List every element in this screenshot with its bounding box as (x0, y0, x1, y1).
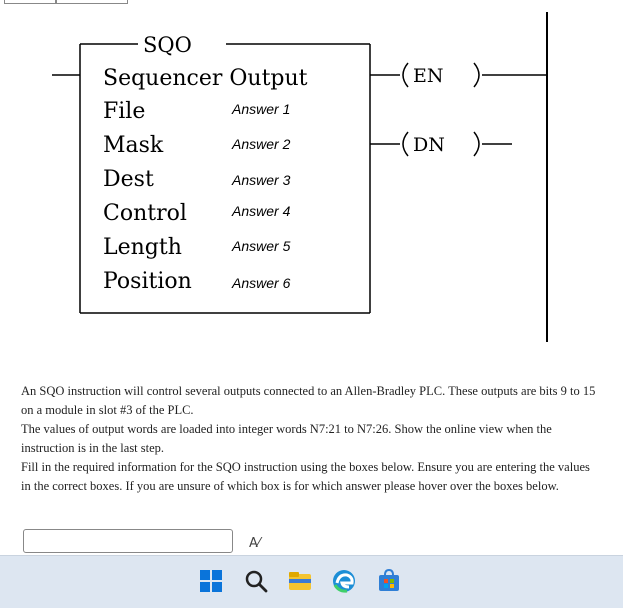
row-label-position: Position (103, 269, 192, 294)
question-text (21, 382, 601, 496)
en-coil-right (474, 63, 479, 87)
search-icon[interactable] (243, 568, 269, 594)
en-coil-left (403, 63, 408, 87)
question-paragraph: Fill in the required information for the SQO instruction using the boxes below. Ensure you are entering the values in the correct boxes. If you are unsure of which box is for which answer please hover over the boxes below. (21, 460, 590, 493)
answer-input[interactable] (23, 529, 233, 553)
dn-label: DN (413, 134, 445, 156)
spellcheck-icon[interactable]: A⁄ (249, 536, 261, 551)
row-answer-6: Answer 6 (232, 275, 291, 291)
row-label-length: Length (103, 235, 182, 260)
sqo-mnemonic: SQO (143, 33, 192, 57)
sqo-title: Sequencer Output (103, 66, 308, 91)
row-answer-1: Answer 1 (232, 101, 291, 117)
question-paragraph: The values of output words are loaded into integer words N7:21 to N7:26. Show the online view when the instruction is in the last step. (21, 422, 552, 455)
row-label-dest: Dest (103, 167, 154, 192)
edge-browser-icon[interactable] (331, 568, 357, 594)
row-answer-2: Answer 2 (232, 136, 291, 152)
dn-coil-right (474, 132, 479, 156)
row-answer-3: Answer 3 (232, 172, 291, 188)
store-icon[interactable] (376, 568, 402, 594)
question-paragraph: An SQO instruction will control several outputs connected to an Allen-Bradley PLC. These outputs are bits 9 to 15 on a module in slot #3 of the PLC. (21, 384, 596, 417)
file-explorer-icon[interactable] (287, 568, 313, 594)
en-label: EN (413, 65, 444, 87)
dn-coil-left (403, 132, 408, 156)
windows-start-icon[interactable] (198, 568, 224, 594)
row-answer-4: Answer 4 (232, 203, 291, 219)
row-label-control: Control (103, 201, 187, 226)
row-label-mask: Mask (103, 133, 164, 158)
row-label-file: File (103, 99, 146, 124)
row-answer-5: Answer 5 (232, 238, 291, 254)
taskbar (0, 555, 623, 608)
